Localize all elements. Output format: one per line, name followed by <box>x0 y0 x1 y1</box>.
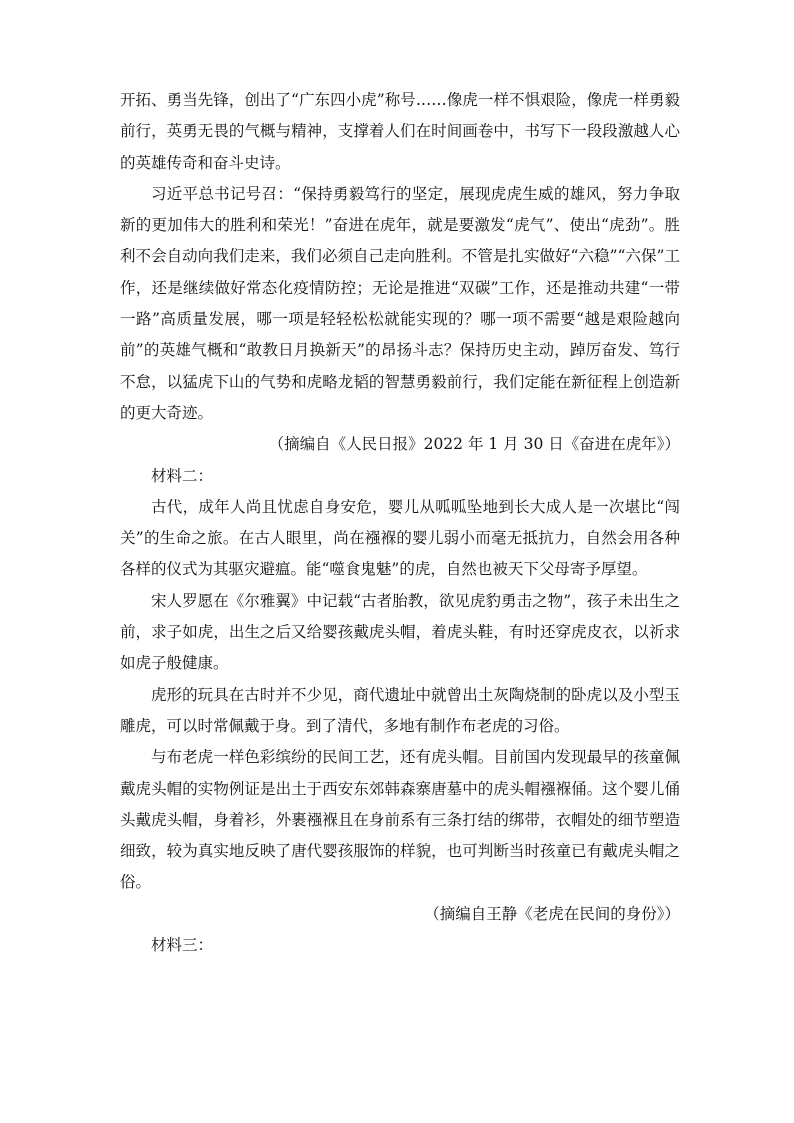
section-heading-material-2: 材料二： <box>151 466 214 485</box>
paragraph-xi-appeal: 习近平总书记号召：“保持勇毅笃行的坚定，展现虎虎生威的雄风，努力争取新的更加伟大的胜利和荣光！”奋进在虎年，就是要激发“虎气”、使出“虎劲”。胜利不会自动向我们走来，我们必须自己走向胜利。不管是扎实做好“六稳”“六保”工作，还是继续做好常态化疫情防控；无论是推进“双碳”工作，还是推动共建“一带一路”高质量发展，哪一项是轻轻松松就能实现的？哪一项不需要“越是艰险越向前”的英雄气概和“敢教日月换新天”的昂扬斗志？保持历史主动，踔厉奋发、笃行不怠，以猛虎下山的气势和虎略龙韬的智慧勇毅前行，我们定能在新征程上创造新的更大奇迹。 <box>120 184 680 422</box>
document-page <box>120 85 680 961</box>
section-heading-material-3: 材料三： <box>151 936 214 955</box>
paragraph-tiger-toys: 虎形的玩具在古时并不少见，商代遗址中就曾出土灰陶烧制的卧虎以及小型玉雕虎，可以时常佩戴于身。到了清代，多地有制作布老虎的习俗。 <box>120 685 680 735</box>
paragraph-tiger-hat: 与布老虎一样色彩缤纷的民间工艺，还有虎头帽。目前国内发现最早的孩童佩戴虎头帽的实物例证是出土于西安东郊韩森寨唐墓中的虎头帽襁褓俑。这个婴儿俑头戴虎头帽，身着衫，外裹襁褓且在身前系有三条打结的绑带，衣帽处的细节塑造细致，较为真实地反映了唐代婴孩服饰的样貌，也可判断当时孩童已有戴虎头帽之俗。 <box>120 748 680 892</box>
paragraph-luo-yuan: 宋人罗愿在《尔雅翼》中记载“古者胎教，欲见虎豹勇击之物”，孩子未出生之前，求子如虎，出生之后又给婴孩戴虎头帽，着虎头鞋，有时还穿虎皮衣，以祈求如虎子般健康。 <box>120 591 680 673</box>
paragraph-ancient-infants: 古代，成年人尚且忧虑自身安危，婴儿从呱呱坠地到长大成人是一次堪比“闯关”的生命之旅。在古人眼里，尚在襁褓的婴儿弱小而毫无抵抗力，自然会用各种各样的仪式为其驱灾避瘟。能“噬食鬼魅”的虎，自然也被天下父母寄予厚望。 <box>120 497 680 579</box>
paragraph-continuation: 开拓、勇当先锋，创出了“广东四小虎”称号……像虎一样不惧艰险，像虎一样勇毅前行，英勇无畏的气概与精神，支撑着人们在时间画卷中，书写下一段段激越人心的英雄传奇和奋斗史诗。 <box>120 91 680 172</box>
source-citation-1: （摘编自《人民日报》2022 年 1 月 30 日《奋进在虎年》） <box>268 435 680 454</box>
source-citation-2: （摘编自王静《老虎在民间的身份》） <box>424 904 680 923</box>
